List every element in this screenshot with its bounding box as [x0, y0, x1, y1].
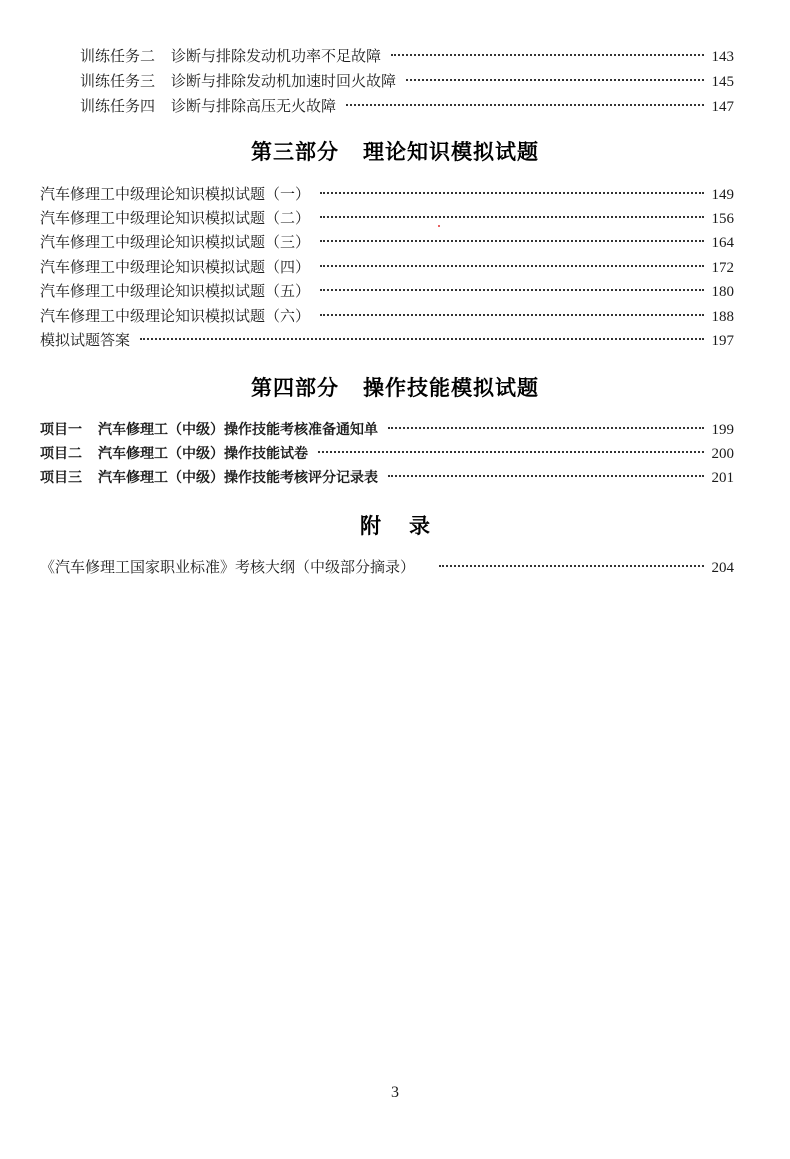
section-heading-title: 理论知识模拟试题: [363, 140, 539, 164]
dot-leader: [318, 451, 704, 453]
toc-entry-title: 诊断与排除发动机加速时回火故障: [171, 72, 397, 90]
dot-leader: [346, 104, 703, 106]
ink-speck: [438, 225, 440, 227]
toc-entry-number: 训练任务三: [80, 72, 156, 90]
toc-entry-title: 《汽车修理工国家职业标准》考核大纲（中级部分摘录）: [40, 558, 416, 576]
toc-entry-number: 训练任务四: [80, 97, 156, 115]
toc-entry-exam-2[interactable]: [40, 208, 734, 230]
dot-leader: [406, 79, 703, 81]
toc-entry-title: 汽车修理工（中级）操作技能试卷: [98, 446, 308, 462]
toc-entry-exam-answers[interactable]: [40, 330, 734, 352]
toc-entry-number: 项目三: [40, 470, 82, 486]
toc-entry-appendix-1[interactable]: [40, 557, 734, 579]
toc-entry-exam-3[interactable]: [40, 232, 734, 254]
section-heading-part3: [0, 136, 790, 166]
toc-entry-title: 汽车修理工中级理论知识模拟试题（一）: [40, 185, 311, 203]
section-heading-appendix: 附录: [360, 514, 458, 538]
toc-entry-title: 汽车修理工中级理论知识模拟试题（二）: [40, 209, 311, 227]
section-heading-part: 第四部分: [251, 376, 339, 400]
toc-entry-page: 197: [711, 333, 734, 349]
toc-entry-page: 156: [711, 211, 734, 227]
toc-entry-title: 汽车修理工中级理论知识模拟试题（四）: [40, 258, 311, 276]
dot-leader: [320, 265, 703, 267]
dot-leader: [391, 54, 703, 56]
toc-entry-page: 147: [711, 99, 734, 115]
toc-entry-page: 188: [711, 309, 734, 325]
toc-entry-title: 汽车修理工中级理论知识模拟试题（三）: [40, 233, 311, 251]
toc-entry-number: 项目二: [40, 446, 82, 462]
dot-leader: [320, 314, 703, 316]
section-heading-part4: [0, 372, 790, 402]
dot-leader: [388, 475, 704, 477]
toc-entry-page: 199: [711, 422, 734, 438]
toc-entry-number: 项目一: [40, 422, 82, 438]
toc-entry-page: 143: [711, 49, 734, 65]
toc-entry-exam-6[interactable]: [40, 306, 734, 328]
dot-leader: [140, 338, 703, 340]
toc-entry-training-task-2[interactable]: [80, 46, 734, 68]
toc-entry-title: 诊断与排除发动机功率不足故障: [171, 47, 382, 65]
dot-leader: [439, 565, 703, 567]
toc-entry-title: 诊断与排除高压无火故障: [171, 97, 337, 115]
toc-entry-page: 145: [711, 74, 734, 90]
dot-leader: [320, 289, 703, 291]
dot-leader: [320, 216, 703, 218]
toc-entry-title: 汽车修理工中级理论知识模拟试题（六）: [40, 307, 311, 325]
dot-leader: [320, 240, 703, 242]
toc-entry-number: 训练任务二: [80, 47, 156, 65]
toc-entry-training-task-3[interactable]: [80, 71, 734, 93]
toc-entry-title: 汽车修理工中级理论知识模拟试题（五）: [40, 282, 311, 300]
toc-entry-exam-1[interactable]: [40, 184, 734, 206]
toc-entry-exam-4[interactable]: [40, 257, 734, 279]
toc-entry-page: 201: [711, 470, 734, 486]
toc-entry-title: 汽车修理工（中级）操作技能考核准备通知单: [98, 422, 378, 438]
toc-entry-title: 模拟试题答案: [40, 331, 131, 349]
section-heading-title: 操作技能模拟试题: [363, 376, 539, 400]
toc-entry-page: 172: [711, 260, 734, 276]
dot-leader: [320, 192, 703, 194]
toc-entry-page: 149: [711, 187, 734, 203]
dot-leader: [388, 427, 704, 429]
footer-page-number: 3: [391, 1084, 399, 1101]
toc-entry-page: 200: [711, 446, 734, 462]
toc-entry-page: 204: [711, 560, 734, 576]
toc-entry-project-2[interactable]: [40, 444, 734, 466]
toc-entry-project-3[interactable]: [40, 468, 734, 490]
section-heading-part: 第三部分: [251, 140, 339, 164]
toc-entry-project-1[interactable]: [40, 420, 734, 442]
toc-entry-exam-5[interactable]: [40, 281, 734, 303]
toc-entry-training-task-4[interactable]: [80, 96, 734, 118]
toc-entry-page: 164: [711, 235, 734, 251]
toc-entry-title: 汽车修理工（中级）操作技能考核评分记录表: [98, 470, 378, 486]
toc-entry-page: 180: [711, 284, 734, 300]
